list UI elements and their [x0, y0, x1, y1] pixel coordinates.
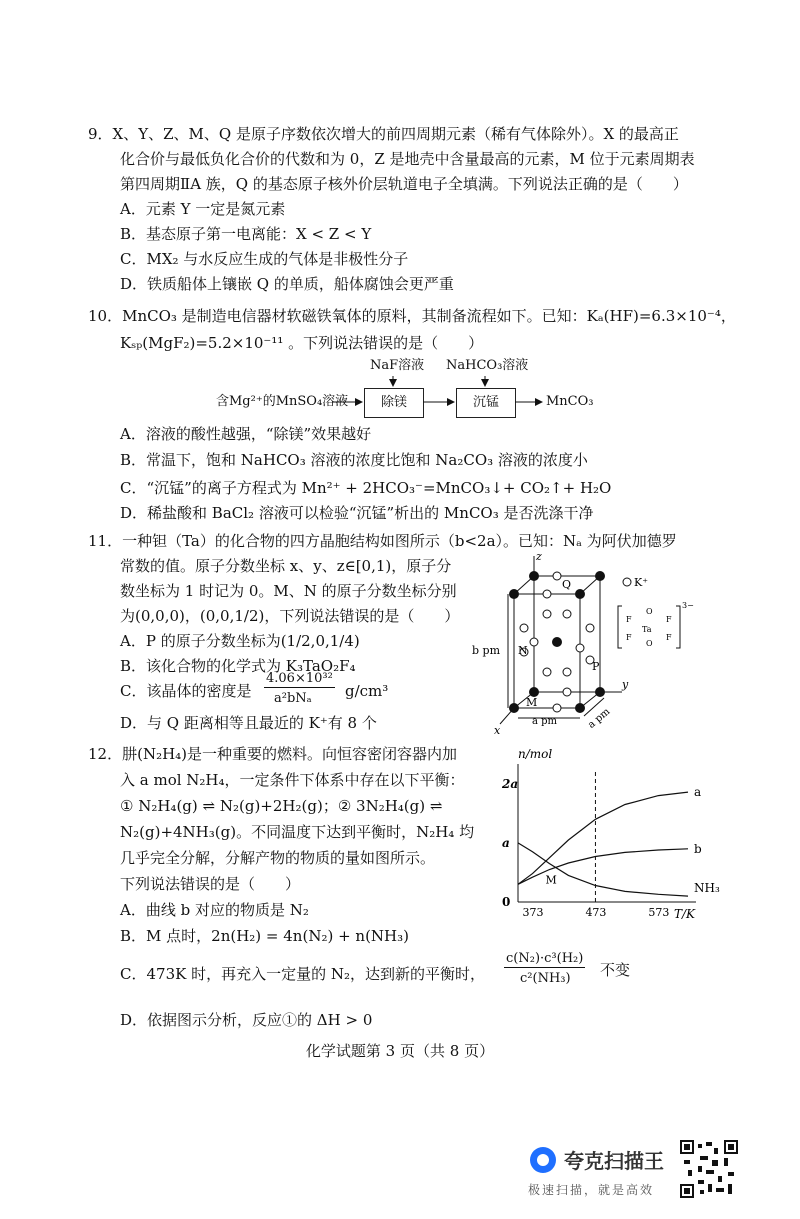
label-P: P	[592, 660, 600, 673]
q12-stem-line4: N₂(g)+4NH₃(g)。不同温度下达到平衡时，N₂H₄ 均	[120, 823, 475, 841]
q11-c-unit: g/cm³	[345, 682, 389, 700]
label-Q: Q	[562, 578, 572, 591]
legend-k-circle	[623, 578, 631, 586]
q12-stem-line2: 入 a mol N₂H₄，一定条件下体系中存在以下平衡：	[120, 771, 465, 789]
q9-option-d: D．铁质船体上镶嵌 Q 的单质，船体腐蚀会更严重	[120, 275, 454, 293]
equilibrium-chart	[488, 744, 720, 924]
q11-stem-line2: 常数的值。原子分数坐标 x、y、z∈[0,1)，原子分	[120, 557, 452, 575]
axis-x-label: x	[494, 724, 501, 737]
q9-stem-line2: 化合价与最低负化合价的代数和为 0，Z 是地壳中含量最高的元素，M 位于元素周期表	[120, 150, 695, 168]
scanner-brand: 夸克扫描王	[564, 1149, 664, 1173]
svg-text:F: F	[626, 633, 632, 642]
flow-box-precipitate-mn: 沉锰	[456, 388, 516, 418]
chart-x-tick-label: 573	[648, 906, 670, 919]
label-N: N	[518, 644, 528, 657]
q11-stem-line1: 11．一种钽（Ta）的化合物的四方晶胞结构如图所示（b<2a）。已知：Nₐ 为阿伏加德罗	[88, 532, 677, 550]
chart-series-line	[518, 843, 688, 896]
q9-option-a: A．元素 Y 一定是氮元素	[120, 200, 286, 218]
q9-stem-line1: 9．X、Y、Z、M、Q 是原子序数依次增大的前四周期元素（稀有气体除外）。X 的最高正	[88, 125, 679, 143]
q12-c-suffix: 不变	[600, 961, 631, 979]
flow-product: MnCO₃	[546, 394, 594, 409]
q11-option-b: B．该化合物的化学式为 K₃TaO₂F₄	[120, 657, 356, 675]
chart-series-label: a	[694, 785, 702, 800]
flow-start-solution: 含Mg²⁺的MnSO₄溶液	[216, 394, 349, 409]
chart-y-tick-label: 2a	[502, 776, 519, 791]
dim-b-label: b pm	[472, 644, 501, 657]
svg-text:F: F	[626, 615, 632, 624]
q10-option-d: D．稀盐酸和 BaCl₂ 溶液可以检验“沉锰”析出的 MnCO₃ 是否洗涤干净	[120, 504, 594, 522]
q12-stem-line1: 12．肼(N₂H₄)是一种重要的燃料。向恒容密闭容器内加	[88, 745, 458, 763]
svg-text:Ta: Ta	[642, 625, 652, 634]
chart-series-label: NH₃	[694, 881, 720, 896]
qr-code-icon	[680, 1140, 738, 1198]
axis-z-label: z	[536, 550, 542, 563]
chart-series-line	[518, 792, 688, 884]
q10-option-c: C．“沉锰”的离子方程式为 Mn²⁺ + 2HCO₃⁻=MnCO₃↓+ CO₂↑+ H₂O	[120, 479, 612, 497]
legend-ta-anion	[618, 601, 694, 648]
chart-xlabel: T/K	[674, 907, 696, 921]
q9-option-b: B．基态原子第一电离能：X < Z < Y	[120, 225, 372, 243]
q11-option-d: D．与 Q 距离相等且最近的 K⁺有 8 个	[120, 714, 377, 732]
scanner-slogan: 极速扫描，就是高效	[528, 1183, 655, 1197]
q12-stem-line3: ① N₂H₄(g) ⇌ N₂(g)+2H₂(g)；② 3N₂H₄(g) ⇌	[120, 797, 443, 815]
q10-option-a: A．溶液的酸性越强，“除镁”效果越好	[120, 425, 372, 443]
page-footer: 化学试题第 3 页（共 8 页）	[305, 1042, 495, 1060]
chart-y-tick-label: a	[502, 835, 510, 850]
label-M: M	[526, 696, 538, 709]
q12-option-c: C．473K 时，再充入一定量的 N₂，达到新的平衡时，	[120, 965, 485, 983]
q11-c-numerator: 4.06×10³²	[266, 671, 333, 686]
legend-k-label: K⁺	[634, 576, 649, 589]
chart-ylabel: n/mol	[518, 747, 553, 761]
chart-x-tick-label: 373	[522, 906, 544, 919]
svg-text:O: O	[646, 607, 653, 616]
q12-stem-line6: 下列说法错误的是（ ）	[120, 875, 301, 893]
q11-stem-line4: 为(0,0,0)，(0,0,1/2)，下列说法错误的是（ ）	[120, 607, 460, 625]
q12-option-d: D．依据图示分析，反应①的 ΔH > 0	[120, 1011, 373, 1029]
q12-option-a: A．曲线 b 对应的物质是 N₂	[120, 901, 309, 919]
chart-y-tick-label: 0	[502, 895, 511, 909]
q12-option-b: B．M 点时，2n(H₂) = 4n(N₂) + n(NH₃)	[120, 927, 409, 945]
q11-c-denominator: a²bNₐ	[274, 691, 312, 706]
flow-box-remove-mg: 除镁	[364, 388, 424, 418]
q12-c-denominator: c²(NH₃)	[520, 971, 571, 986]
chart-series-label: b	[694, 841, 702, 856]
dim-a-depth-label: a pm	[586, 706, 613, 731]
chart-x-tick-label: 473	[585, 906, 607, 919]
q10-stem-line2: Kₛₚ(MgF₂)=5.2×10⁻¹¹ 。下列说法错误的是（ ）	[120, 334, 484, 352]
axis-y-label: y	[622, 678, 629, 691]
q12-c-numerator: c(N₂)·c³(H₂)	[506, 951, 584, 966]
dim-a-label: a pm	[532, 716, 558, 727]
crystal-cell-figure	[470, 548, 700, 738]
q10-option-b: B．常温下，饱和 NaHCO₃ 溶液的浓度比饱和 Na₂CO₃ 溶液的浓度小	[120, 451, 588, 469]
q9-stem-line3: 第四周期ⅡA 族，Q 的基态原子核外价层轨道电子全填满。下列说法正确的是（ ）	[120, 175, 688, 193]
q9-option-c: C．MX₂ 与水反应生成的气体是非极性分子	[120, 250, 409, 268]
flow-arrows	[0, 0, 800, 430]
q10-stem-line1: 10．MnCO₃ 是制造电信器材软磁铁氧体的原料，其制备流程如下。已知：Kₐ(HF)=6.3×10⁻⁴，	[88, 307, 736, 325]
chart-series-line	[518, 849, 688, 885]
q11-stem-line3: 数坐标为 1 时记为 0。M、N 的原子分数坐标分别	[120, 582, 457, 600]
flow-reagent-nahco3: NaHCO₃溶液	[446, 358, 529, 373]
q11-option-c	[120, 681, 251, 701]
svg-text:3−: 3−	[682, 601, 694, 610]
q11-option-a: A．P 的原子分数坐标为(1/2,0,1/4)	[120, 632, 360, 650]
svg-text:O: O	[646, 639, 653, 648]
svg-text:F: F	[666, 615, 672, 624]
q12-stem-line5: 几乎完全分解，分解产物的物质的量如图所示。	[120, 849, 436, 867]
scanner-logo-icon	[528, 1145, 558, 1175]
flow-reagent-naf: NaF溶液	[370, 358, 425, 373]
q11-c-prefix: C．该晶体的密度是	[120, 682, 252, 700]
svg-text:F: F	[666, 633, 672, 642]
chart-annotation-M: M	[545, 873, 557, 887]
